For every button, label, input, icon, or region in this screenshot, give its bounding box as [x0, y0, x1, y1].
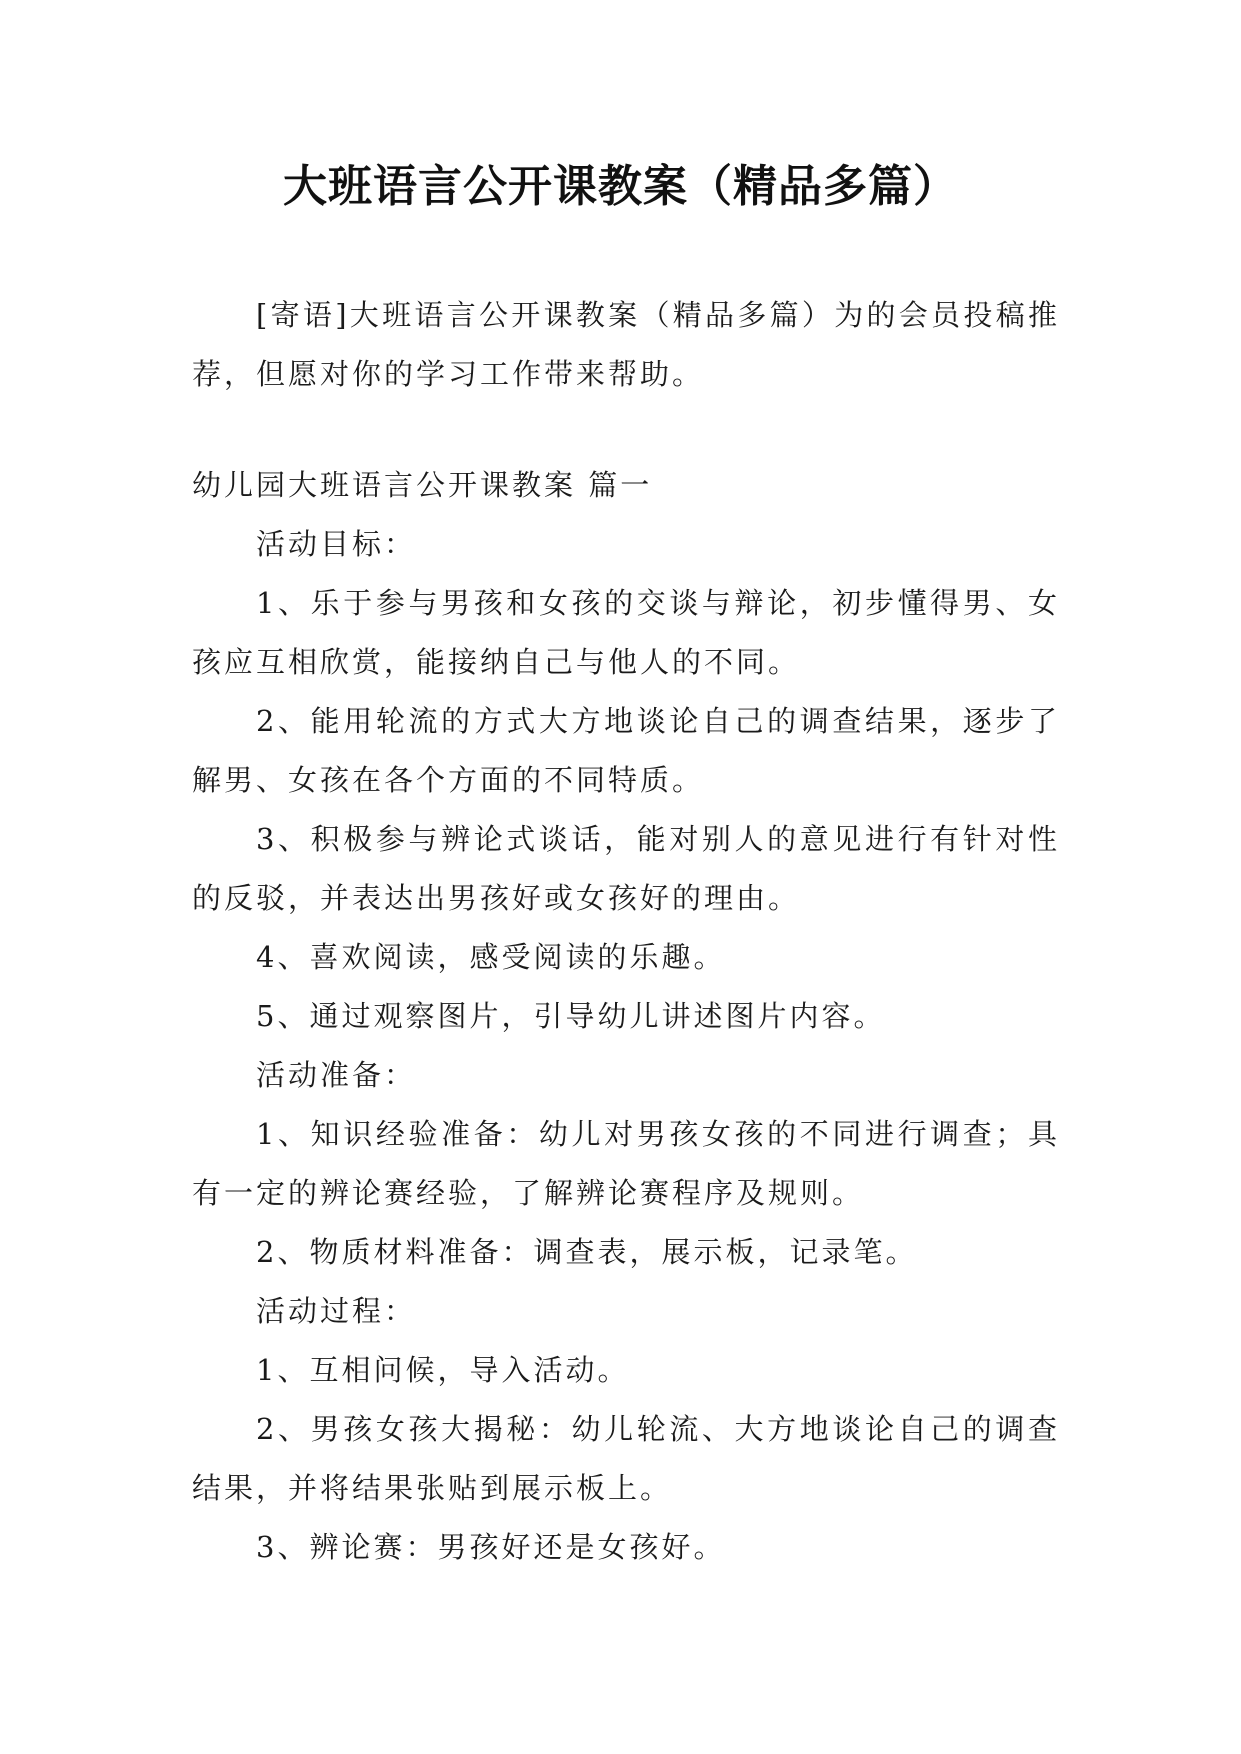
- paragraph-process-2: 2、男孩女孩大揭秘：幼儿轮流、大方地谈论自己的调查结果，并将结果张贴到展示板上。: [192, 1412, 1060, 1505]
- paragraph-preparation-1: 1、知识经验准备：幼儿对男孩女孩的不同进行调查；具有一定的辨论赛经验，了解辨论赛程序及规则。: [192, 1117, 1060, 1210]
- paragraph-goal-4: 4、喜欢阅读，感受阅读的乐趣。: [256, 940, 726, 974]
- paragraph-process-3: 3、辨论赛：男孩好还是女孩好。: [256, 1530, 726, 1564]
- paragraph-activity-goals-label: 活动目标：: [256, 527, 417, 561]
- paragraph-preparation-2: 2、物质材料准备：调查表，展示板，记录笔。: [256, 1235, 918, 1269]
- paragraph-goal-3: 3、积极参与辨论式谈话，能对别人的意见进行有针对性的反驳，并表达出男孩好或女孩好的理由。: [192, 822, 1060, 915]
- paragraph-goal-1: 1、乐于参与男孩和女孩的交谈与辩论，初步懂得男、女孩应互相欣赏，能接纳自己与他人的不同。: [192, 586, 1060, 679]
- paragraph-process-1: 1、互相问候，导入活动。: [256, 1353, 630, 1387]
- document-title: 大班语言公开课教案（精品多篇）: [283, 161, 958, 212]
- paragraph-process-label: 活动过程：: [256, 1294, 417, 1328]
- document-body: [192, 286, 1060, 1577]
- paragraph-goal-2: 2、能用轮流的方式大方地谈论自己的调查结果，逐步了解男、女孩在各个方面的不同特质。: [192, 704, 1060, 797]
- intro-paragraph: [寄语]大班语言公开课教案（精品多篇）为的会员投稿推荐，但愿对你的学习工作带来帮助。: [192, 298, 1060, 391]
- section-heading: 幼儿园大班语言公开课教案 篇一: [192, 468, 653, 502]
- paragraph-preparation-label: 活动准备：: [256, 1058, 417, 1092]
- paragraph-goal-5: 5、通过观察图片，引导幼儿讲述图片内容。: [256, 999, 886, 1033]
